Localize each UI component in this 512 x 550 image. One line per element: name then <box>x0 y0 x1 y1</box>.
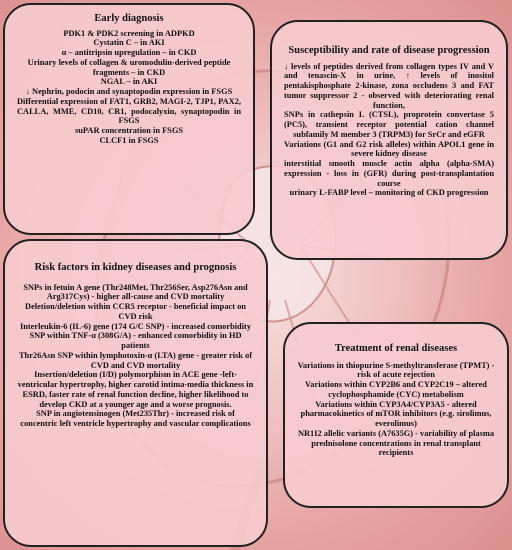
susceptibility-box <box>270 20 508 260</box>
risk-factors-item: Deletion/deletion within CCR5 receptor - beneficial impact on CVD risk <box>25 302 246 321</box>
early-diagnosis-item: Urinary levels of collagen & uromodulin-derived peptide fragments – in CKD <box>27 57 231 77</box>
susceptibility-item: Variations (G1 and G2 risk alleles) within APOL1 gene in severe kidney disease <box>284 139 494 159</box>
treatment-item: Variations in thiopurine S-methyltransferase (TPMT) - risk of acute rejection <box>297 360 495 380</box>
treatment-box <box>283 322 509 508</box>
treatment-item: Variations within CYP3A4/CYP3A5 - altered pharmacokinetics of mTOR inhibitors (e.g. sirolimus, everolimus) <box>300 399 492 429</box>
risk-factors-item: SNPs in fetuin A gene (Thr248Met, Thr256Ser, Asp276Asn and Arg317Cys) - higher all-cause and CVD mortality <box>23 282 248 302</box>
susceptibility-title: Susceptibility and rate of disease progression <box>288 45 490 56</box>
early-diagnosis-item: α – antitripsin upregulation – in CKD <box>61 48 197 58</box>
risk-factors-item: SNP in angiotensinogen (Met235Thr) - increased risk of concentric left ventricle hypertrophy and vascular complications <box>20 409 251 429</box>
susceptibility-item: SNPs in cathepsin L (CTSL), proprotein convertase 5 (PC5), transient receptor potential cation channel subfamily M member 3 (TRPM3) for SrCr and eGFR <box>284 110 494 139</box>
early-diagnosis-box <box>3 3 255 235</box>
risk-factors-item: Interleukin-6 (IL-6) gene (174 G/C SNP) - increased comorbidity <box>19 321 252 331</box>
treatment-item: Variations within CYP2B6 and CYP2C19 – altered cyclophosphamide (CYC) metabolism <box>305 380 487 399</box>
risk-factors-box <box>3 239 268 547</box>
early-diagnosis-title: Early diagnosis <box>94 13 164 24</box>
risk-factors-item: Insertion/deletion (I/D) polymorphism in ACE gene -left-ventricular hypertrophy, higher carotid intima-media thickness in ESRD, faster rate of renal function decline, higher likelihood to develop CKD at a younger age and a worse prognosis. <box>17 370 254 409</box>
early-diagnosis-item: PDK1 & PDK2 screening in ADPKD <box>63 28 195 38</box>
early-diagnosis-item: suPAR concentration in FSGS <box>74 126 184 136</box>
susceptibility-item: ↓ levels of peptides derived from collagen types IV and V and tenascin-X in urine, ↑ levels of inositol pentakisphosphate 2-kinase, zona occludens 3 and FAT tumor suppressor 2 - observed with deteriorating renal function, <box>284 61 494 110</box>
early-diagnosis-item: NGAL – in AKI <box>100 77 158 87</box>
early-diagnosis-item: Differential expression of FAT1, GRB2, MAGI-2, TJP1, PAX2, CALLA, MME, CD10, CR1, podocalyxin, synaptopodin in FSGS <box>17 96 241 126</box>
susceptibility-item: urinary L-FABP level – monitoring of CKD progression <box>289 188 489 198</box>
treatment-title: Treatment of renal diseases <box>334 343 458 354</box>
risk-factors-item: Thr26Asn SNP within lymphotoxin-α (LTA) gene - greater risk of CVD and CVD mortality <box>18 350 253 370</box>
treatment-item: NR1I2 allelic variants (A7635G) - variability of plasma prednisolone concentrations in renal transplant recipients <box>297 428 495 458</box>
risk-factors-title: Risk factors in kidney diseases and prognosis <box>34 262 237 273</box>
early-diagnosis-item: ↓ Nephrin, podocin and synaptopodin expression in FSGS <box>25 87 233 97</box>
risk-factors-item: SNP within TNF-α (308G/A) - enhanced comorbidity in HD patients <box>29 331 242 351</box>
early-diagnosis-item: Cystatin C – in AKI <box>93 38 165 48</box>
susceptibility-item: interstitial smooth muscle actin alpha (alpha-SMA) expression - loss in (GFR) during post-transplantation course <box>284 159 494 188</box>
early-diagnosis-item: CLCF1 in FSGS <box>99 135 159 145</box>
